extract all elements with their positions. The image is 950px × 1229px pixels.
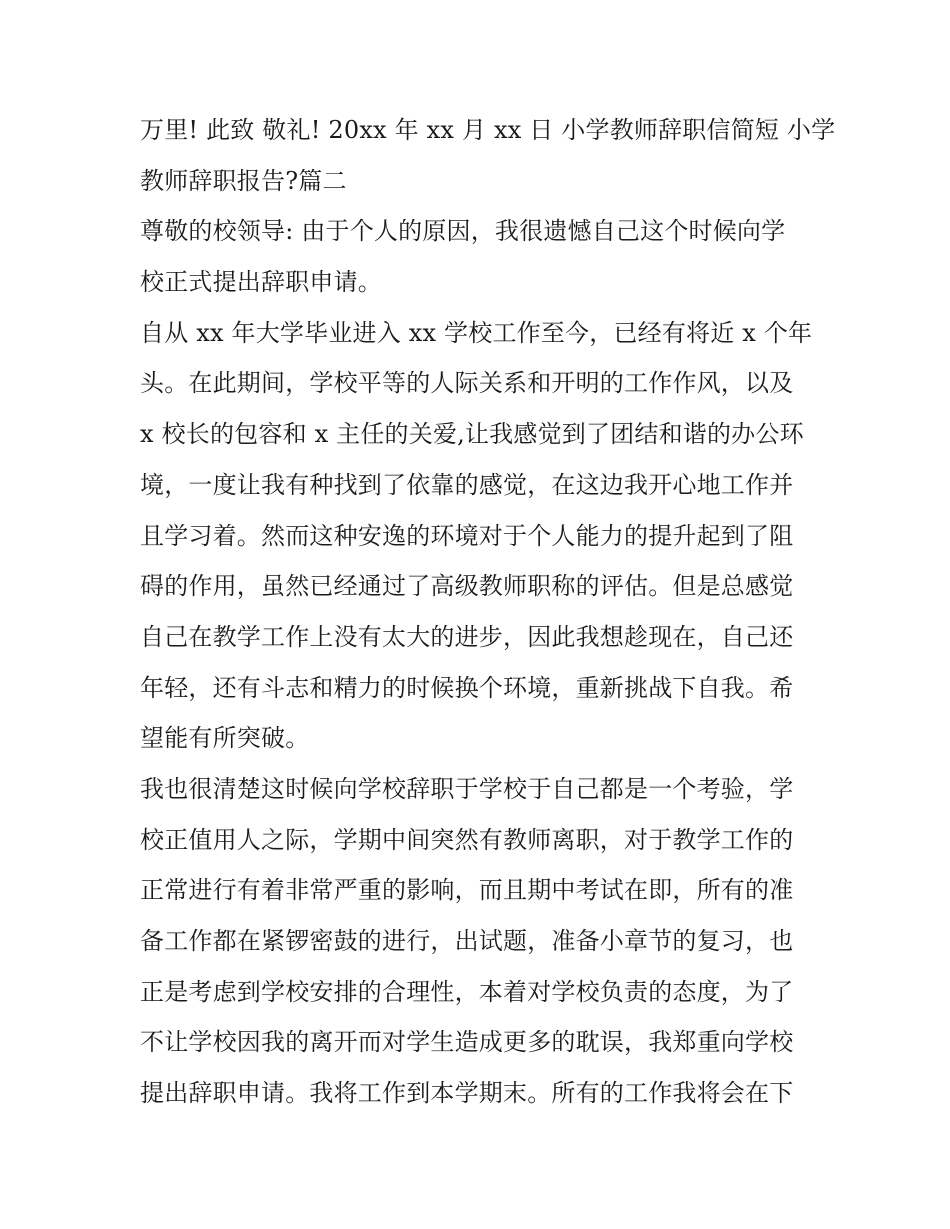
text-line-17: 备工作都在紧锣密鼓的进行，出试题，准备小章节的复习，也 — [140, 927, 794, 955]
text-line-10: 碍的作用，虽然已经通过了高级教师职称的评估。但是总感觉 — [140, 572, 794, 601]
text-line-8: 境，一度让我有种找到了依靠的感觉，在这边我开心地工作并 — [140, 470, 794, 499]
text-line-16: 正常进行有着非常严重的影响，而且期中考试在即，所有的准 — [140, 876, 794, 905]
text-line-7: x 校长的包容和 x 主任的关爱,让我感觉到了团结和谐的办公环 — [140, 420, 804, 449]
text-line-5: 自从 xx 年大学毕业进入 xx 学校工作至今，已经有将近 x 个年 — [140, 318, 813, 347]
text-line-18: 正是考虑到学校安排的合理性，本着对学校负责的态度，为了 — [140, 977, 794, 1006]
text-line-9: 且学习着。然而这种安逸的环境对于个人能力的提升起到了阻 — [140, 521, 794, 550]
text-line-11: 自己在教学工作上没有太大的进步，因此我想趁现在，自己还 — [140, 622, 794, 651]
text-line-6: 头。在此期间，学校平等的人际关系和开明的工作作风，以及 — [140, 369, 794, 398]
text-line-2: 教师辞职报告?篇二 — [140, 166, 347, 195]
text-line-3: 尊敬的校领导: 由于个人的原因，我很遗憾自己这个时候向学 — [140, 217, 786, 246]
text-line-4: 校正式提出辞职申请。 — [140, 268, 382, 297]
text-line-1: 万里! 此致 敬礼! 20xx 年 xx 月 xx 日 小学教师辞职信简短 小学 — [140, 116, 836, 144]
text-line-15: 校正值用人之际，学期中间突然有教师离职，对于教学工作的 — [140, 825, 794, 854]
text-line-20: 提出辞职申请。我将工作到本学期末。所有的工作我将会在下 — [140, 1079, 794, 1108]
text-line-12: 年轻，还有斗志和精力的时候换个环境，重新挑战下自我。希 — [140, 673, 794, 702]
letter-body — [140, 105, 836, 1119]
text-line-13: 望能有所突破。 — [140, 724, 310, 753]
text-line-19: 不让学校因我的离开而对学生造成更多的耽误，我郑重向学校 — [140, 1028, 794, 1057]
text-line-14: 我也很清楚这时候向学校辞职于学校于自己都是一个考验，学 — [140, 774, 794, 803]
